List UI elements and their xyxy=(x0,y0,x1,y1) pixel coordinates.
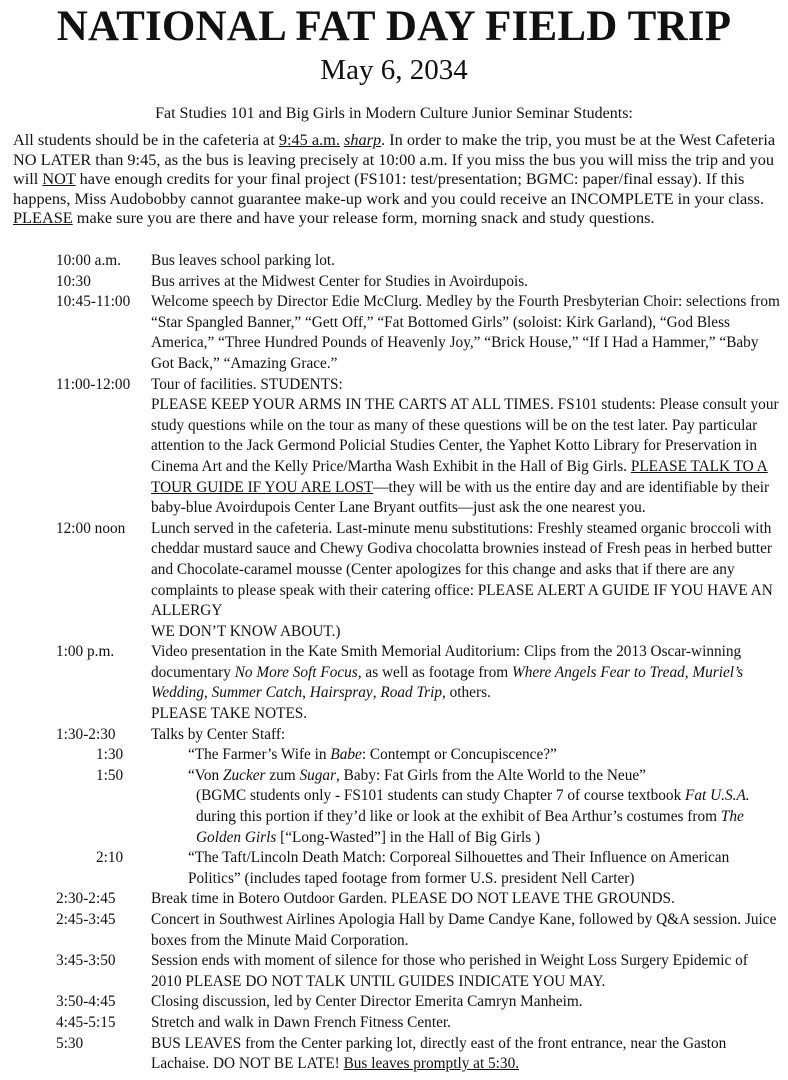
schedule-row xyxy=(0,292,788,374)
film-title: Road Trip xyxy=(380,684,442,702)
schedule-text: as well as footage from xyxy=(361,663,512,681)
talk-time: 2:10 xyxy=(96,849,124,867)
film-title: Where Angels Fear to Tread xyxy=(511,663,685,681)
schedule-desc: Bus leaves school parking lot. xyxy=(151,252,335,269)
talk-title xyxy=(188,766,778,787)
schedule-time: 11:00-12:00 xyxy=(56,375,131,393)
page-title: NATIONAL FAT DAY FIELD TRIP xyxy=(56,3,732,50)
schedule-text: —they will be with us the entire day and are identifiable by their baby-blue Avoirdupois Center Lane Bryant outfits—just ask the one nearest you. xyxy=(151,478,770,517)
schedule-row xyxy=(0,992,788,1013)
schedule-desc-line: Tour of facilities. STUDENTS: xyxy=(151,375,343,393)
schedule-text: during this portion if they’d like or look at the exhibit of Bea Arthur’s costumes from xyxy=(196,808,721,826)
schedule-text: , others. xyxy=(441,684,491,702)
book-title: Fat U.S.A. xyxy=(685,787,750,805)
schedule-time: 10:45-11:00 xyxy=(56,293,131,311)
schedule-time: 10:30 xyxy=(56,272,91,290)
talk-desc: “The Taft/Lincoln Death Match: Corporeal Silhouettes and Their Influence on American Politics” (includes taped footage from former U.S. president Nell Carter) xyxy=(188,849,730,887)
schedule-text: PLEASE KEEP YOUR ARMS IN THE CARTS AT ALL TIMES. FS101 students: Please consult your study questions while on the tour as many of these questions will be on the test later. Pay particular attention to the Jack Germond Policial Studies Center, the Yaphet Kotto Library for Preservation in Cinema Art and the Kelly Price/Martha Wash Exhibit in the Hall of Big Girls. xyxy=(151,396,779,475)
schedule-row xyxy=(0,1013,788,1034)
schedule-desc xyxy=(151,519,781,643)
schedule-desc: Bus arrives at the Midwest Center for Studies in Avoirdupois. xyxy=(151,272,528,290)
schedule-text: Video presentation in the Kate Smith Memorial Auditorium: Clips from the 2013 Oscar-winning documentary xyxy=(151,643,742,681)
intro-time: 9:45 a.m. xyxy=(278,130,340,149)
schedule-desc-body xyxy=(151,395,781,519)
schedule-time: 2:30-2:45 xyxy=(56,890,116,908)
schedule-row xyxy=(0,725,788,746)
schedule-time: 1:30-2:30 xyxy=(56,725,116,743)
schedule-time: 2:45-3:45 xyxy=(56,911,116,928)
schedule xyxy=(0,251,788,1075)
talk-time: 1:30 xyxy=(96,746,124,764)
talk-row xyxy=(0,848,788,889)
italic-word: Sugar xyxy=(299,766,337,784)
intro-text: . In order to make the trip, you must be at the West Cafeteria NO LATER than 9:45, as the bus is leaving precisely at 10:00 a.m. If you miss the bus you will miss the trip and you will xyxy=(13,130,776,188)
film-title: Hairspray xyxy=(309,684,373,702)
italic-word: Zucker xyxy=(223,766,266,784)
schedule-time: 12:00 noon xyxy=(56,519,126,537)
talk-note xyxy=(188,786,778,848)
intro-sharp: sharp xyxy=(343,130,382,149)
schedule-text: “The Farmer’s Wife in xyxy=(188,746,331,764)
intro-paragraph xyxy=(13,130,783,228)
schedule-row xyxy=(0,910,788,951)
tour-guide-notice: PLEASE TALK TO A TOUR GUIDE IF YOU ARE LOST xyxy=(151,457,768,496)
schedule-row xyxy=(0,951,788,992)
schedule-row xyxy=(0,1034,788,1075)
schedule-desc-line: WE DON’T KNOW ABOUT.) xyxy=(151,622,341,640)
trip-date: May 6, 2034 xyxy=(320,54,468,86)
schedule-text: “Von xyxy=(188,766,223,784)
schedule-desc: Session ends with moment of silence for those who perished in Weight Loss Surgery Epidemic of 2010 PLEASE DO NOT TALK UNTIL GUIDES INDICATE YOU MAY. xyxy=(151,952,748,990)
talk-row xyxy=(0,766,788,848)
schedule-row xyxy=(0,375,788,519)
schedule-desc-body xyxy=(151,642,781,704)
audience-line: Fat Studies 101 and Big Girls in Modern Culture Junior Seminar Students: xyxy=(155,105,633,122)
schedule-time: 3:50-4:45 xyxy=(56,993,116,1011)
separator: , xyxy=(302,684,310,702)
schedule-desc: Break time in Botero Outdoor Garden. PLEASE DO NOT LEAVE THE GROUNDS. xyxy=(151,890,675,908)
schedule-desc: Stretch and walk in Dawn French Fitness Center. xyxy=(151,1013,451,1031)
schedule-desc-line: PLEASE TAKE NOTES. xyxy=(151,705,308,723)
talk-desc xyxy=(188,745,778,766)
schedule-row xyxy=(0,251,788,272)
intro-text: make sure you are there and have your release form, morning snack and study questions. xyxy=(72,208,655,227)
film-title: Muriel’s Wedding xyxy=(151,663,744,702)
intro-text: All students should be in the cafeteria at xyxy=(13,130,279,149)
schedule-row xyxy=(0,519,788,643)
schedule-text: BUS LEAVES from the Center parking lot, directly east of the front entrance, near the Gaston Lachaise. DO NOT BE LATE! xyxy=(151,1034,727,1073)
separator: , xyxy=(203,684,212,702)
schedule-text: : Contempt or Concupiscence?” xyxy=(361,746,557,764)
talk-row xyxy=(0,745,788,766)
schedule-text: (BGMC students only - FS101 students can study Chapter 7 of course textbook xyxy=(196,787,686,805)
schedule-desc: Talks by Center Staff: xyxy=(151,725,286,743)
separator: , xyxy=(372,684,381,702)
schedule-row xyxy=(0,272,788,293)
schedule-text: [“Long-Wasted”] in the Hall of Big Girls ) xyxy=(276,828,541,846)
schedule-time: 10:00 a.m. xyxy=(56,252,122,269)
schedule-time: 4:45-5:15 xyxy=(56,1013,116,1031)
film-title: Babe xyxy=(330,746,362,764)
schedule-row xyxy=(0,642,788,724)
schedule-row xyxy=(0,889,788,910)
schedule-desc xyxy=(151,1034,781,1075)
schedule-desc xyxy=(151,642,781,724)
schedule-desc xyxy=(151,375,781,519)
bus-departure-notice: Bus leaves promptly at 5:30. xyxy=(343,1055,520,1073)
film-title: Summer Catch xyxy=(211,684,303,702)
schedule-text: , Baby: Fat Girls from the Alte World to the Neue” xyxy=(336,766,646,784)
intro-not: NOT xyxy=(42,169,76,188)
talk-desc xyxy=(188,766,778,848)
schedule-time: 3:45-3:50 xyxy=(56,952,116,970)
show-title: The Golden Girls xyxy=(196,808,744,846)
schedule-time: 5:30 xyxy=(56,1034,84,1052)
schedule-text: zum xyxy=(265,766,300,784)
schedule-desc: Closing discussion, led by Center Director Emerita Camryn Manheim. xyxy=(151,993,583,1011)
intro-text: have enough credits for your final project (FS101: test/presentation; BGMC: paper/final essay). If this happens, Miss Audobobby cannot guarantee make-up work and you could receive an INCOMPLETE in your class. xyxy=(13,169,765,208)
schedule-desc: Concert in Southwest Airlines Apologia Hall by Dame Candye Kane, followed by Q&A session. Juice boxes from the Minute Maid Corporation. xyxy=(151,911,777,949)
schedule-time: 1:00 p.m. xyxy=(56,643,115,661)
schedule-desc-body: Lunch served in the cafeteria. Last-minute menu substitutions: Freshly steamed organic broccoli with cheddar mustard sauce and Chewy Godiva chocolatta brownies instead of Fresh peas in herbed butter and Chocolate-caramel mousse (Center apologizes for this change and asks that if there are any complaints to please speak with their catering office: PLEASE ALERT A GUIDE IF YOU HAVE AN ALLERGY xyxy=(151,519,773,620)
intro-please: PLEASE xyxy=(13,208,73,227)
schedule-desc: Welcome speech by Director Edie McClurg. Medley by the Fourth Presbyterian Choir: selections from “Star Spangled Banner,” “Gett Off,” “Fat Bottomed Girls” (soloist: Kirk Garland), “God Bless America,” “Three Hundred Pounds of Heavenly Joy,” “Brick House,” “If I Had a Hammer,” “Baby Got Back,” “Amazing Grace.” xyxy=(151,293,780,372)
talk-time: 1:50 xyxy=(96,766,124,784)
separator: , xyxy=(684,663,693,681)
film-title: No More Soft Focus, xyxy=(234,663,362,681)
